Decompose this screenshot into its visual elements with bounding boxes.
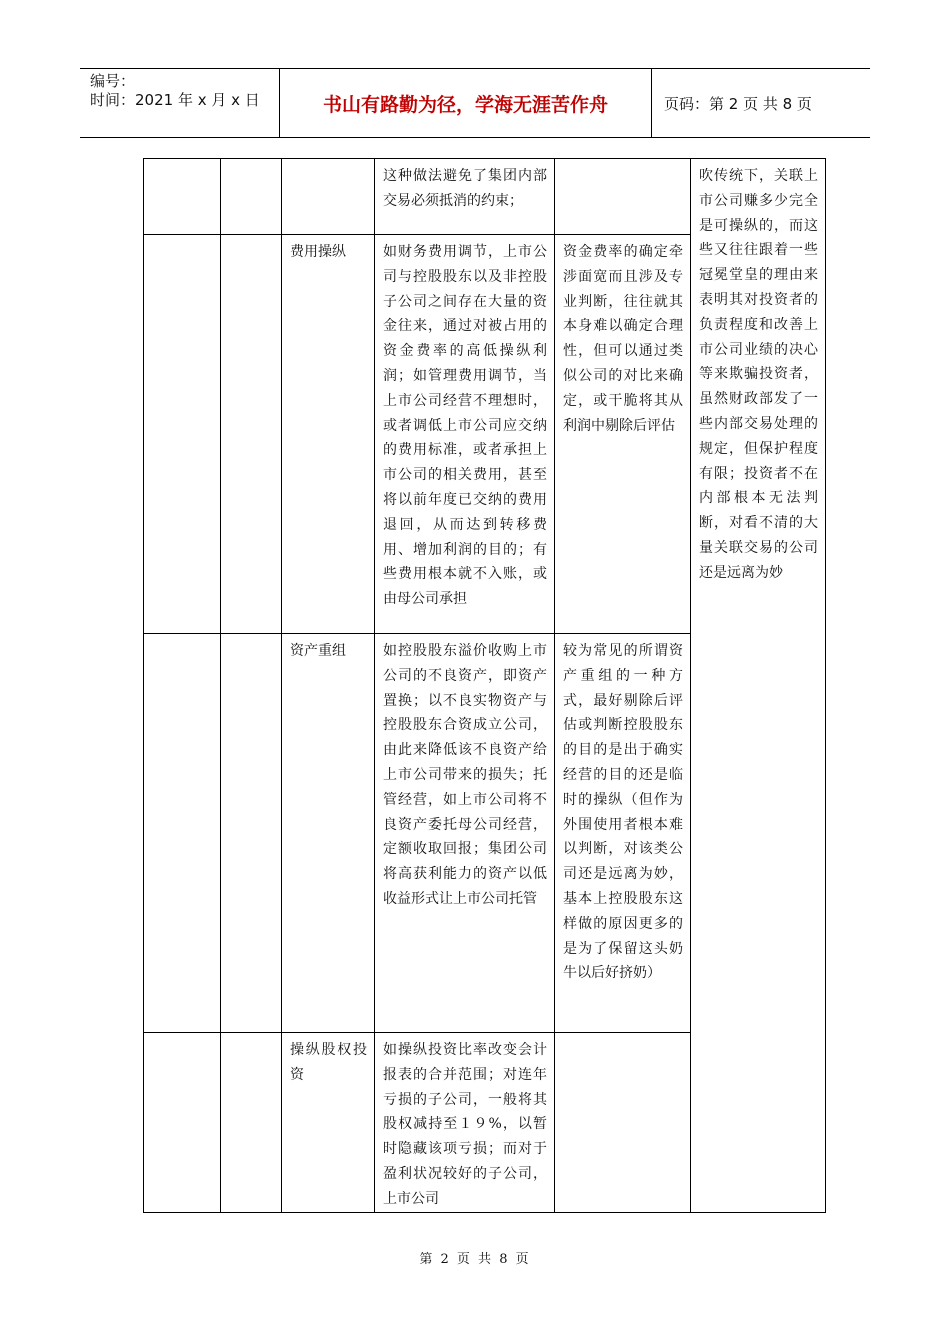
- subcategory-cell: [221, 159, 282, 235]
- method-cell: 费用操纵: [282, 235, 375, 634]
- page-footer: 第 2 页 共 8 页: [419, 1252, 531, 1267]
- page-header: [80, 68, 870, 138]
- description-cell: 这种做法避免了集团内部交易必须抵消的约束；: [375, 159, 555, 235]
- comment-cell: 吹传统下，关联上市公司赚多少完全是可操纵的，而这些又往往跟着一些冠冕堂皇的理由来表明其对投资者的负责程度和改善上市公司业绩的决心等来欺骗投资者，虽然财政部发了一些内部交易处理的规定，但保护程度有限；投资者不在内部根本无法判断，对看不清的大量关联交易的公司还是远离为妙: [691, 159, 826, 1213]
- category-cell: [144, 634, 221, 1033]
- document-number-label: 编号：: [90, 72, 136, 90]
- document-date: 时间：2021 年 x 月 x 日: [90, 91, 260, 109]
- analysis-cell: [555, 1033, 691, 1213]
- description-cell: 如操纵投资比率改变会计报表的合并范围；对连年亏损的子公司，一般将其股权减持至１９%，以暂时隐藏该项亏损；而对于盈利状况较好的子公司，上市公司: [375, 1033, 555, 1213]
- description-cell: 如财务费用调节，上市公司与控股股东以及非控股子公司之间存在大量的资金往来，通过对被占用的资金费率的高低操纵利润；如管理费用调节，当上市公司经营不理想时，或者调低上市公司应交纳的费用标准，或者承担上市公司的相关费用，甚至将以前年度已交纳的费用退回，从而达到转移费用、增加利润的目的；有些费用根本就不入账，或由母公司承担: [375, 235, 555, 634]
- header-motto: 书山有路勤为径，学海无涯苦作舟: [280, 69, 652, 137]
- method-cell: [282, 159, 375, 235]
- header-meta: [80, 69, 280, 137]
- analysis-cell: 较为常见的所谓资产重组的一种方式，最好剔除后评估或判断控股股东的目的是出于确实经营的目的还是临时的操纵（但作为外围使用者根本难以判断，对该类公司还是远离为妙，基本上控股股东这样做的原因更多的是为了保留这头奶牛以后好挤奶）: [555, 634, 691, 1033]
- related-party-transaction-table: [143, 158, 826, 1213]
- header-page-info: 页码：第 2 页 共 8 页: [664, 94, 812, 113]
- description-cell: 如控股股东溢价收购上市公司的不良资产，即资产置换；以不良实物资产与控股股东合资成立公司，由此来降低该不良资产给上市公司带来的损失；托管经营，如上市公司将不良资产委托母公司经营，定额收取回报；集团公司将高获利能力的资产以低收益形式让上市公司托管: [375, 634, 555, 1033]
- method-cell: 资产重组: [282, 634, 375, 1033]
- category-cell: [144, 235, 221, 634]
- analysis-cell: 资金费率的确定牵涉面宽而且涉及专业判断，往往就其本身难以确定合理性，但可以通过类似公司的对比来确定，或干脆将其从利润中剔除后评估: [555, 235, 691, 634]
- table-row: [144, 159, 826, 235]
- category-cell: [144, 1033, 221, 1213]
- category-cell: [144, 159, 221, 235]
- subcategory-cell: [221, 1033, 282, 1213]
- method-cell: 操纵股权投资: [282, 1033, 375, 1213]
- subcategory-cell: [221, 634, 282, 1033]
- subcategory-cell: [221, 235, 282, 634]
- analysis-cell: [555, 159, 691, 235]
